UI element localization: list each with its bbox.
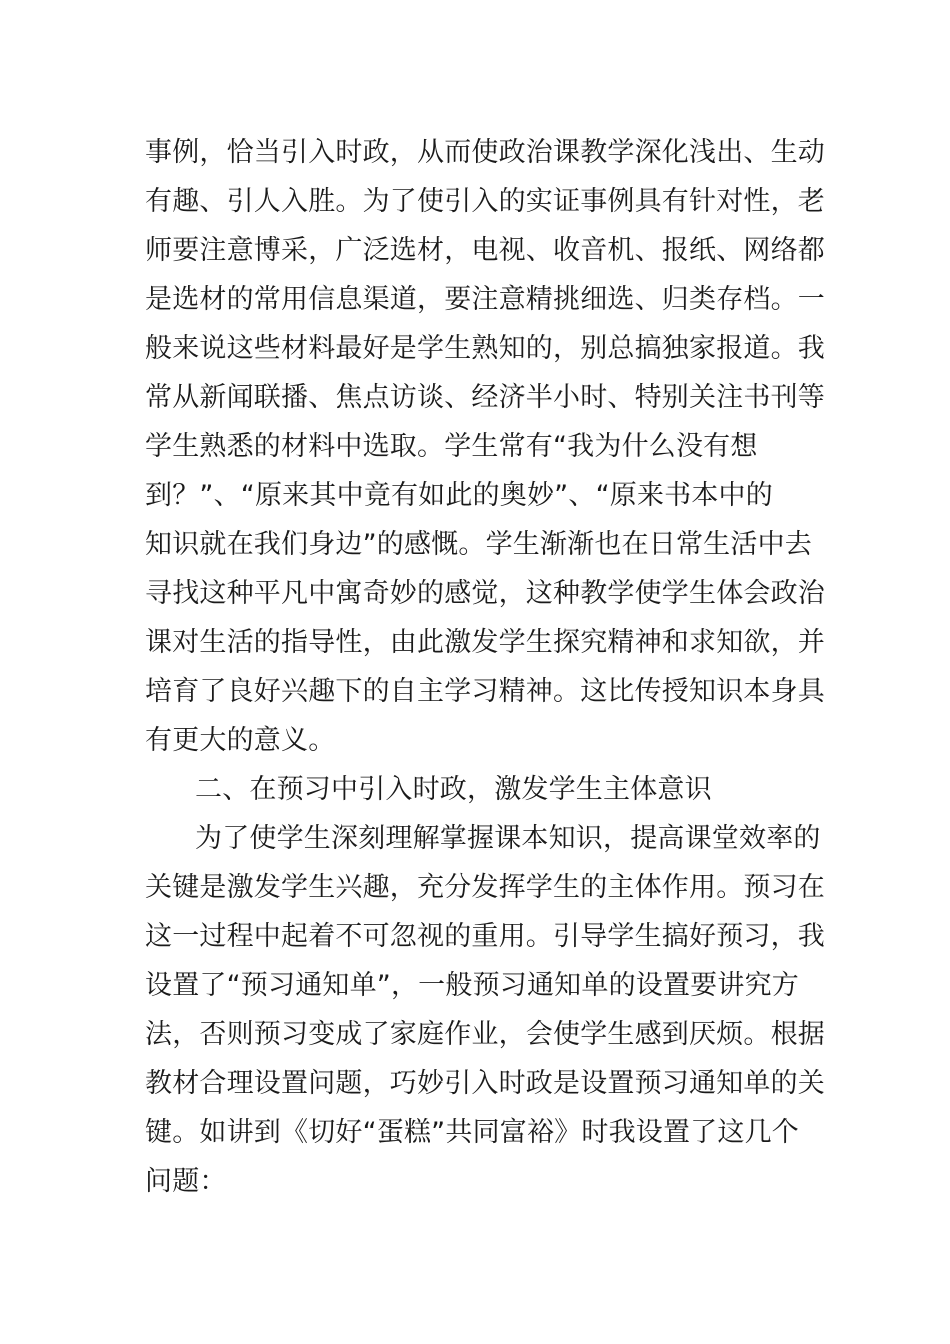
text-line: 设置了“预习通知单”，一般预习通知单的设置要讲究方 <box>145 970 799 1001</box>
text-line: 键。如讲到《切好“蛋糕”共同富裕》时我设置了这几个 <box>145 1117 799 1148</box>
text-line: 问题： <box>145 1166 227 1197</box>
text-line: 关键是激发学生兴趣，充分发挥学生的主体作用。预习在 <box>145 872 825 903</box>
text-line: 课对生活的指导性，由此激发学生探究精神和求知欲，并 <box>145 627 825 658</box>
text-line: 这一过程中起着不可忽视的重用。引导学生搞好预习，我 <box>145 921 825 952</box>
text-line: 教材合理设置问题，巧妙引入时政是设置预习通知单的关 <box>145 1068 825 1099</box>
text-line: 到？”、“原来其中竟有如此的奥妙”、“原来书本中的 <box>145 480 773 511</box>
text-line: 有趣、引人入胜。为了使引入的实证事例具有针对性，老 <box>145 186 825 217</box>
text-line: 常从新闻联播、焦点访谈、经济半小时、特别关注书刊等 <box>145 382 825 413</box>
text-line: 有更大的意义。 <box>145 725 336 756</box>
body-text <box>145 128 825 1206</box>
text-line: 事例，恰当引入时政，从而使政治课教学深化浅出、生动 <box>145 137 825 168</box>
text-line: 学生熟悉的材料中选取。学生常有“我为什么没有想 <box>145 431 758 462</box>
section-heading: 二、在预习中引入时政，激发学生主体意识 <box>195 774 712 805</box>
text-line: 般来说这些材料最好是学生熟知的，别总搞独家报道。我 <box>145 333 825 364</box>
text-line: 知识就在我们身边”的感慨。学生渐渐也在日常生活中去 <box>145 529 812 560</box>
text-line: 寻找这种平凡中寓奇妙的感觉，这种教学使学生体会政治 <box>145 578 825 609</box>
text-line: 师要注意博采，广泛选材，电视、收音机、报纸、网络都 <box>145 235 825 266</box>
text-line: 法，否则预习变成了家庭作业，会使学生感到厌烦。根据 <box>145 1019 825 1050</box>
text-line: 培育了良好兴趣下的自主学习精神。这比传授知识本身具 <box>145 676 825 707</box>
text-line: 是选材的常用信息渠道，要注意精挑细选、归类存档。一 <box>145 284 825 315</box>
text-line: 为了使学生深刻理解掌握课本知识，提高课堂效率的 <box>195 823 821 854</box>
